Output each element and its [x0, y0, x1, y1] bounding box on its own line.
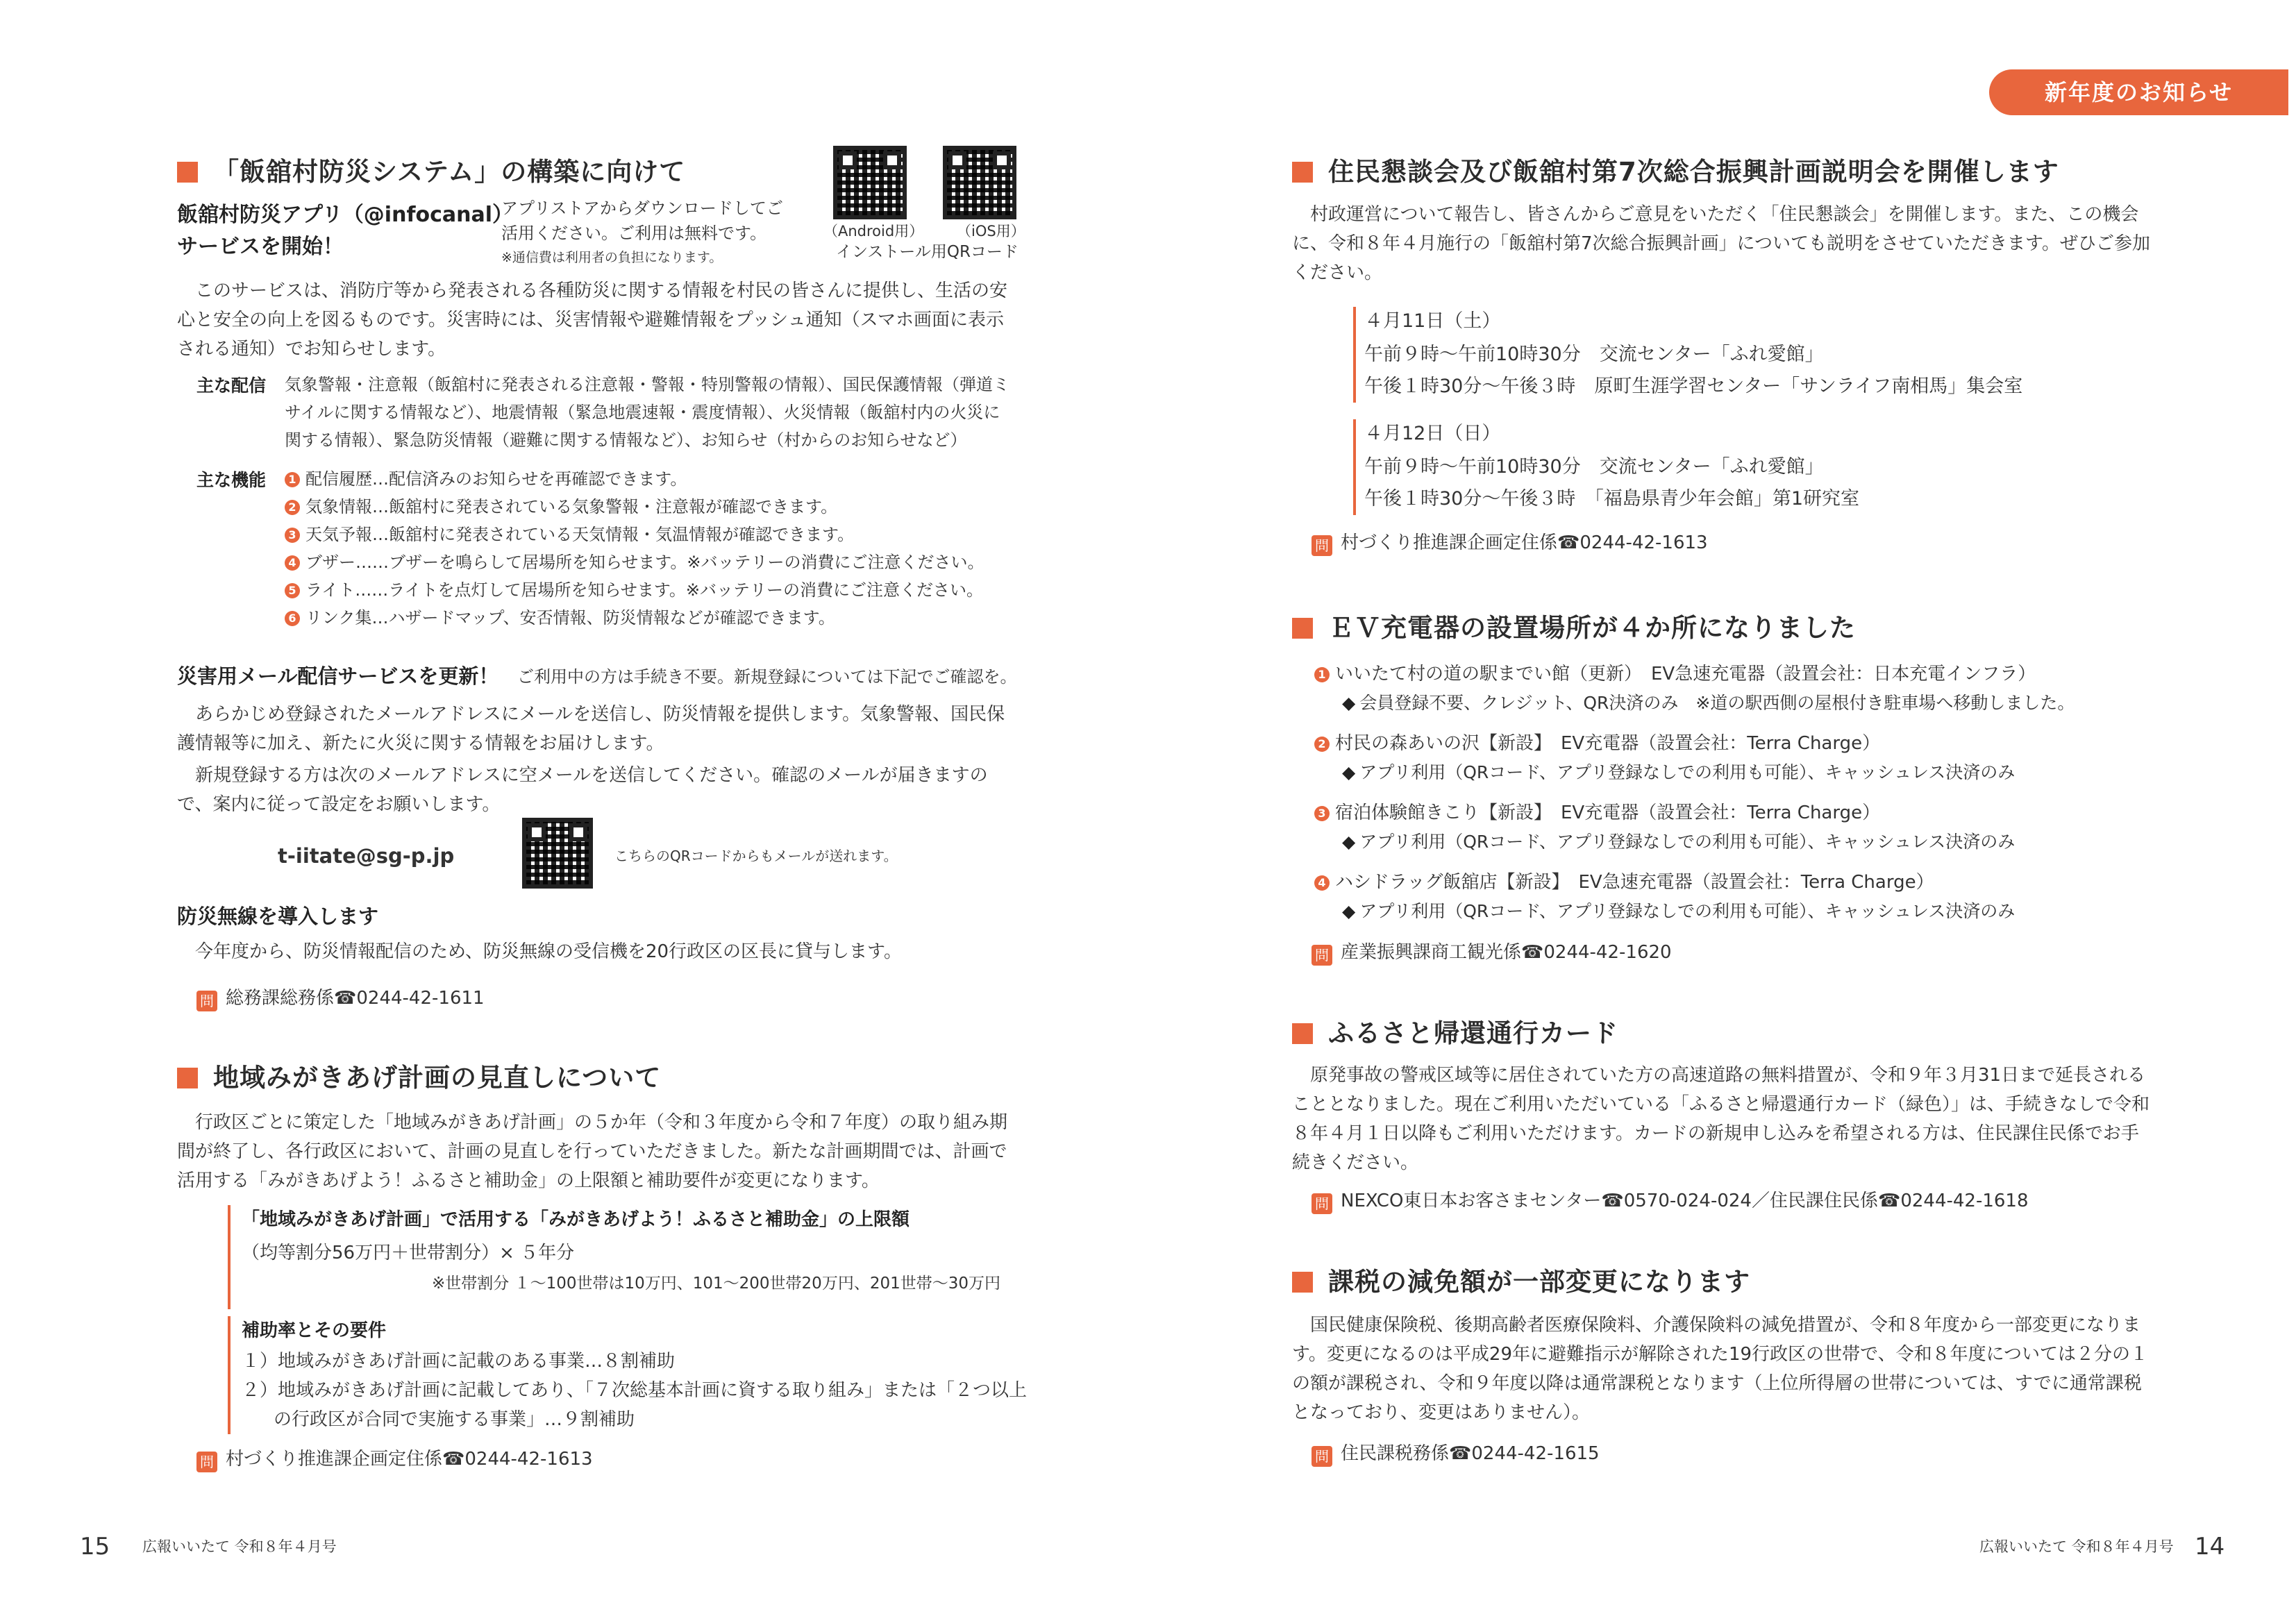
function-item: 1 配信履歴…配信済みのお知らせを再確認できます。 [285, 465, 1014, 493]
box2-title: 補助率とその要件 [242, 1320, 387, 1341]
section-marker-icon [1292, 162, 1313, 183]
kazei-paragraph: 国民健康保険税、後期高齢者医療保険料、介護保険料の減免措置が、令和８年度から一部変更になります。変更になるのは平成29年に避難指示が解除された19行政区の世帯で、令和８年度については２分の１の額が課税され、令和９年度以降は通常課税となります（上位所得層の世帯については、すでに通常課税となっており、変更はありません）。 [1292, 1315, 2149, 1423]
contact-migaki: 問 村づくり推進課企画定住係☎0244-42-1613 [196, 1445, 593, 1473]
inquiry-icon: 問 [1312, 1446, 1332, 1467]
kondan-paragraph: 村政運営について報告し、皆さんからご意見をいただく「住民懇談会」を開催します。また、この機会に、令和８年４月施行の「飯舘村第7次総合振興計画」についても説明をさせていただきます。ぜひご参加ください。 [1292, 204, 2150, 283]
mail-qr-note: こちらのQRコードからもメールが送れます。 [614, 848, 898, 864]
day2-am: 午前９時〜午前10時30分 交流センター「ふれ愛館」 [1364, 456, 1824, 478]
inquiry-icon: 問 [196, 1452, 217, 1472]
day2-bar [1353, 419, 1356, 515]
contact-ev: 問 産業振興課商工観光係☎0244-42-1620 [1312, 939, 1672, 966]
day2-pm: 午後１時30分〜午後３時 「福島県青少年会館」第1研究室 [1364, 488, 1860, 510]
ev-list [1314, 659, 2182, 937]
ev-item: 4 ハシドラッグ飯舘店【新設】 EV急速充電器（設置会社：Terra Charge） ◆ アプリ利用（QRコード、アプリ登録なしでの利用も可能）、キャッシュレス決済のみ [1314, 868, 2182, 937]
radio-title: 防災無線を導入します [177, 905, 379, 928]
function-item: 5 ライト……ライトを点灯して居場所を知らせます。※バッテリーの消費にご注意ください。 [285, 576, 1014, 604]
app-note-2: 活用ください。ご利用は無料です。 [501, 224, 767, 243]
inquiry-icon: 問 [1312, 945, 1332, 966]
contact-kazei: 問 住民課税務係☎0244-42-1615 [1312, 1440, 1600, 1468]
page-number: 14 [2195, 1533, 2225, 1561]
contact-soumu: 問 総務課総務係☎0244-42-1611 [196, 984, 485, 1012]
section-title-migaki: 地域みがきあげ計画の見直しについて [177, 1062, 661, 1094]
box1-bar [228, 1205, 231, 1309]
right-page [1148, 0, 2296, 1623]
box1-note: ※世帯割分 １〜100世帯は10万円、101〜200世帯20万円、201世帯〜30万円 [432, 1275, 1000, 1293]
section-title-kondan: 住民懇談会及び飯舘村第7次総合振興計画説明会を開催します [1292, 156, 2059, 188]
app-note-3: ※通信費は利用者の負担になります。 [501, 250, 723, 265]
qr-ios-label: （iOS用） [957, 223, 1025, 239]
inquiry-icon: 問 [196, 991, 217, 1011]
box2-bar [228, 1316, 231, 1434]
day1-am: 午前９時〜午前10時30分 交流センター「ふれ愛館」 [1364, 344, 1824, 365]
bousai-intro: このサービスは、消防庁等から発表される各種防災に関する情報を村民の皆さんに提供し、生活の安心と安全の向上を図るものです。災害時には、災害情報や避難情報をプッシュ通知（スマホ画面に表示される通知）でお知らせします。 [177, 280, 1008, 360]
day2-date: ４月12日（日） [1364, 423, 1501, 444]
ev-item: 3 宿泊体験館きこり【新設】 EV充電器（設置会社：Terra Charge） ◆ アプリ利用（QRコード、アプリ登録なしでの利用も可能）、キャッシュレス決済のみ [1314, 798, 2182, 868]
mail-note: ご利用中の方は手続き不要。新規登録については下記でご確認を。 [517, 667, 1017, 687]
delivery-label: 主な配信 [196, 376, 267, 396]
function-item: 6 リンク集…ハザードマップ、安否情報、防災情報などが確認できます。 [285, 604, 1014, 632]
footer-publication: 広報いいたて 令和８年４月号 [1979, 1538, 2174, 1555]
ev-item: 1 いいたて村の道の駅までい館（更新） EV急速充電器（設置会社：日本充電インフラ） ◆ 会員登録不要、クレジット、QR決済のみ ※道の駅西側の屋根付き駐車場へ移動しました。 [1314, 659, 2182, 729]
box1-line: （均等割分56万円＋世帯割分）× ５年分 [242, 1243, 575, 1263]
ev-item: 2 村民の森あいの沢【新設】 EV充電器（設置会社：Terra Charge） ◆ アプリ利用（QRコード、アプリ登録なしでの利用も可能）、キャッシュレス決済のみ [1314, 729, 2182, 798]
function-item: 4 ブザー……ブザーを鳴らして居場所を知らせます。※バッテリーの消費にご注意ください。 [285, 548, 1014, 576]
day1-bar [1353, 307, 1356, 403]
contact-kondan: 問 村づくり推進課企画定住係☎0244-42-1613 [1312, 529, 1708, 557]
day1-date: ４月11日（土） [1364, 310, 1501, 332]
new-year-badge: 新年度のお知らせ [1989, 69, 2288, 115]
function-item: 2 気象情報…飯舘村に発表されている気象警報・注意報が確認できます。 [285, 493, 1014, 521]
section-marker-icon [1292, 618, 1313, 639]
contact-furusato: 問 NEXCO東日本お客さまセンター☎0570-024-024／住民課住民係☎0244-42-1618 [1312, 1187, 2029, 1215]
box2-line-1: １）地域みがきあげ計画に記載のある事業…８割補助 [242, 1351, 676, 1372]
section-title-furusato: ふるさと帰還通行カード [1292, 1018, 1618, 1050]
function-item: 3 天気予報…飯舘村に発表されている天気情報・気温情報が確認できます。 [285, 521, 1014, 548]
section-marker-icon [1292, 1272, 1313, 1293]
delivery-text: 気象警報・注意報（飯舘村に発表される注意報・警報・特別警報の情報）、国民保護情報（弾道ミサイルに関する情報など）、地震情報（緊急地震速報・震度情報）、火災情報（飯舘村内の火災に関する情報）、緊急防災情報（避難に関する情報など）、お知らせ（村からのお知らせなど） [285, 375, 1009, 450]
mail-title: 災害用メール配信サービスを更新！ [177, 664, 499, 688]
inquiry-icon: 問 [1312, 1193, 1332, 1214]
app-title-line1: 飯舘村防災アプリ（@infocanal） [177, 203, 514, 227]
box2-line-2: ２）地域みがきあげ計画に記載してあり、「７次総基本計画に資する取り組み」または「２つ以上の行政区が合同で実施する事業」…９割補助 [242, 1380, 1028, 1430]
section-title-ev: ＥＶ充電器の設置場所が４か所になりました [1292, 612, 1856, 644]
box1-title: 「地域みがきあげ計画」で活用する「みがきあげよう！ふるさと補助金」の上限額 [242, 1209, 910, 1230]
app-note-1: アプリストアからダウンロードしてご [501, 199, 783, 218]
qr-ios-icon[interactable] [943, 146, 1016, 219]
radio-text: 今年度から、防災情報配信のため、防災無線の受信機を20行政区の区長に貸与します。 [195, 941, 902, 962]
app-title-line2: サービスを開始！ [177, 235, 344, 259]
section-marker-icon [1292, 1023, 1313, 1044]
qr-android-label: （Android用） [823, 223, 924, 239]
section-marker-icon [177, 162, 198, 183]
migaki-paragraph: 行政区ごとに策定した「地域みがきあげ計画」の５か年（令和３年度から令和７年度）の取り組み期間が終了し、各行政区において、計画の見直しを行っていただきました。新たな計画期間では、計画で活用する「みがきあげよう！ふるさと補助金」の上限額と補助要件が変更になります。 [177, 1112, 1008, 1191]
mail-paragraph-1: あらかじめ登録されたメールアドレスにメールを送信し、防災情報を提供します。気象警報、国民保護情報等に加え、新たに火災に関する情報をお届けします。 [177, 704, 1005, 754]
qr-android-icon[interactable] [833, 146, 907, 219]
function-list [285, 465, 1014, 632]
mail-address-link[interactable]: t-iitate@sg-p.jp [278, 844, 455, 868]
page-number: 15 [80, 1533, 110, 1561]
furusato-paragraph: 原発事故の警戒区域等に居住されていた方の高速道路の無料措置が、令和９年３月31日まで延長されることとなりました。現在ご利用いただいている「ふるさと帰還通行カード（緑色）」は、手続きなしで令和８年４月１日以降もご利用いただけます。カードの新規申し込みを希望される方は、住民課住民係でお手続きください。 [1292, 1065, 2150, 1173]
inquiry-icon: 問 [1312, 535, 1332, 556]
footer-publication: 広報いいたて 令和８年４月号 [142, 1538, 337, 1555]
section-title-bousai: 「飯舘村防災システム」の構築に向けて [177, 156, 685, 188]
section-marker-icon [177, 1068, 198, 1088]
qr-caption: インストール用QRコード [836, 243, 1019, 261]
function-label: 主な機能 [196, 470, 267, 490]
mail-paragraph-2: 新規登録する方は次のメールアドレスに空メールを送信してください。確認のメールが届きますので、案内に従って設定をお願いします。 [177, 765, 988, 815]
section-title-kazei: 課税の減免額が一部変更になります [1292, 1266, 1750, 1298]
day1-pm: 午後１時30分〜午後３時 原町生涯学習センター「サンライフ南相馬」集会室 [1364, 376, 2023, 397]
mail-qr-icon[interactable] [522, 818, 593, 889]
